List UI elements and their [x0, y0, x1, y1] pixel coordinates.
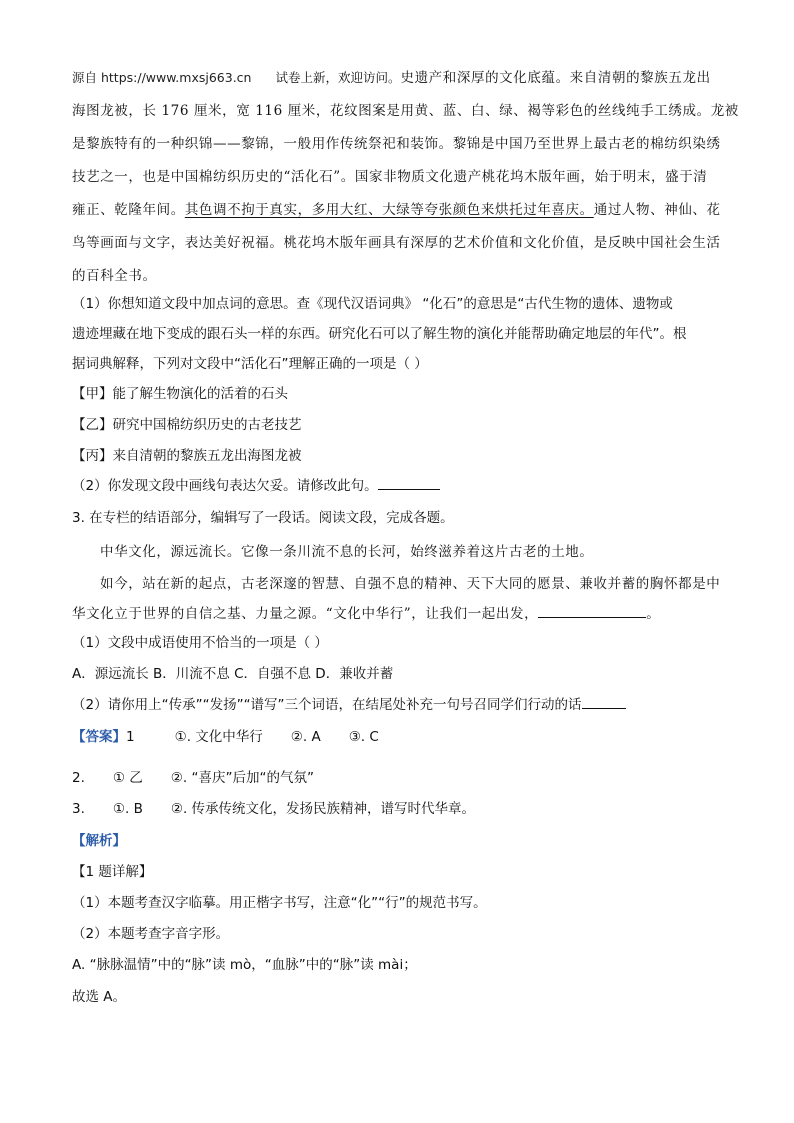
passage-line-7: 的百科全书。 [72, 268, 157, 284]
q3-intro: 3. 在专栏的结语部分，编辑写了一段话。阅读文段，完成各题。 [72, 510, 454, 526]
q1-line-2: 遗迹埋藏在地下变成的跟石头一样的东西。研究化石可以了解生物的演化并能帮助确定地层的年代”。根 [72, 326, 687, 342]
passage-line-1: 源自 https://www.mxsj663.cn 试卷上新，欢迎访问。史遗产和深厚的文化底蕴。来自清朝的黎族五龙出 [72, 70, 711, 86]
analysis-detail-heading: 【1 题详解】 [72, 864, 153, 880]
analysis-line-2: （2）本题考查字音字形。 [72, 926, 230, 942]
answer-row-1: 【答案】1 ①. 文化中华行 ②. A ③. C [72, 729, 379, 745]
site-notice: 试卷上新，欢迎访问。 [275, 70, 401, 85]
q3-paragraph-2-line-2: 华文化立于世界的自信之基、力量之源。“文化中华行”，让我们一起出发， 。 [72, 606, 661, 622]
q3-sub-1-options: A．源远流长 B．川流不息 C．自强不息 D．兼收并蓄 [72, 666, 394, 682]
q1-line-1: （1）你想知道文段中加点词的意思。查《现代汉语词典》 “化石”的意思是“古代生物的遗体、遗物或 [72, 296, 673, 312]
answer-row-3: 3. ①. B ②. 传承传统文化，发扬民族精神，谱写时代华章。 [72, 801, 476, 817]
q2-line: （2）你发现文段中画线句表达欠妥。请修改此句。 [72, 474, 440, 494]
q1-line-3: 据词典解释，下列对文段中“活化石”理解正确的一项是（ ） [72, 356, 428, 372]
answer-blank [582, 696, 626, 709]
analysis-line-4: 故选 A。 [72, 989, 127, 1005]
q3-sub-1: （1）文段中成语使用不恰当的一项是（ ） [72, 635, 328, 651]
underlined-sentence: 其色调不拘于真实，多用大红、大绿等夸张颜色来烘托过年喜庆。 [184, 202, 594, 218]
q3-paragraph-1: 中华文化，源远流长。它像一条川流不息的长河，始终滋养着这片古老的土地。 [100, 544, 594, 560]
passage-line-5: 雍正、乾隆年间。其色调不拘于真实，多用大红、大绿等夸张颜色来烘托过年喜庆。通过人物、神仙、花 [72, 202, 721, 218]
passage-line-6: 鸟等画面与文字，表达美好祝福。桃花坞木版年画具有深厚的艺术价值和文化价值，是反映中国社会生活 [72, 235, 721, 251]
q3-sub-2: （2）请你用上“传承”“发扬”“谱写”三个词语，在结尾处补充一句号召同学们行动的话 [72, 693, 626, 713]
source-note: 源自 https://www.mxsj663.cn [72, 70, 252, 85]
answer-blank [378, 477, 440, 490]
passage-line-4: 技艺之一，也是中国棉纺织历史的“活化石”。国家非物质文化遗产桃花坞木版年画，始于明末，盛于清 [72, 169, 708, 185]
analysis-line-1: （1）本题考查汉字临摹。用正楷字书写，注意“化”“行”的规范书写。 [72, 895, 487, 911]
answer-label: 【答案】 [72, 729, 126, 745]
answer-blank [538, 605, 646, 618]
analysis-label: 【解析】 [72, 833, 126, 849]
q1-option-jia: 【甲】能了解生物演化的活着的石头 [72, 386, 288, 402]
passage-line-3: 是黎族特有的一种织锦——黎锦，一般用作传统祭祀和装饰。黎锦是中国乃至世界上最古老的棉纺织染绣 [72, 136, 721, 152]
q1-option-yi: 【乙】研究中国棉纺织历史的古老技艺 [72, 417, 302, 433]
passage-line-2: 海图龙被，长 176 厘米，宽 116 厘米，花纹图案是用黄、蓝、白、绿、褐等彩色的丝线纯手工绣成。龙被 [72, 103, 739, 119]
q3-paragraph-2-line-1: 如今，站在新的起点，古老深邃的智慧、自强不息的精神、天下大同的愿景、兼收并蓄的胸怀都是中 [100, 576, 721, 592]
q1-option-bing: 【丙】来自清朝的黎族五龙出海图龙被 [72, 448, 302, 464]
answer-row-2: 2. ① 乙 ②. “喜庆”后加“的气氛” [72, 770, 314, 786]
analysis-line-3: A. “脉脉温情”中的“脉”读 mò，“血脉”中的“脉”读 mài； [72, 957, 417, 973]
